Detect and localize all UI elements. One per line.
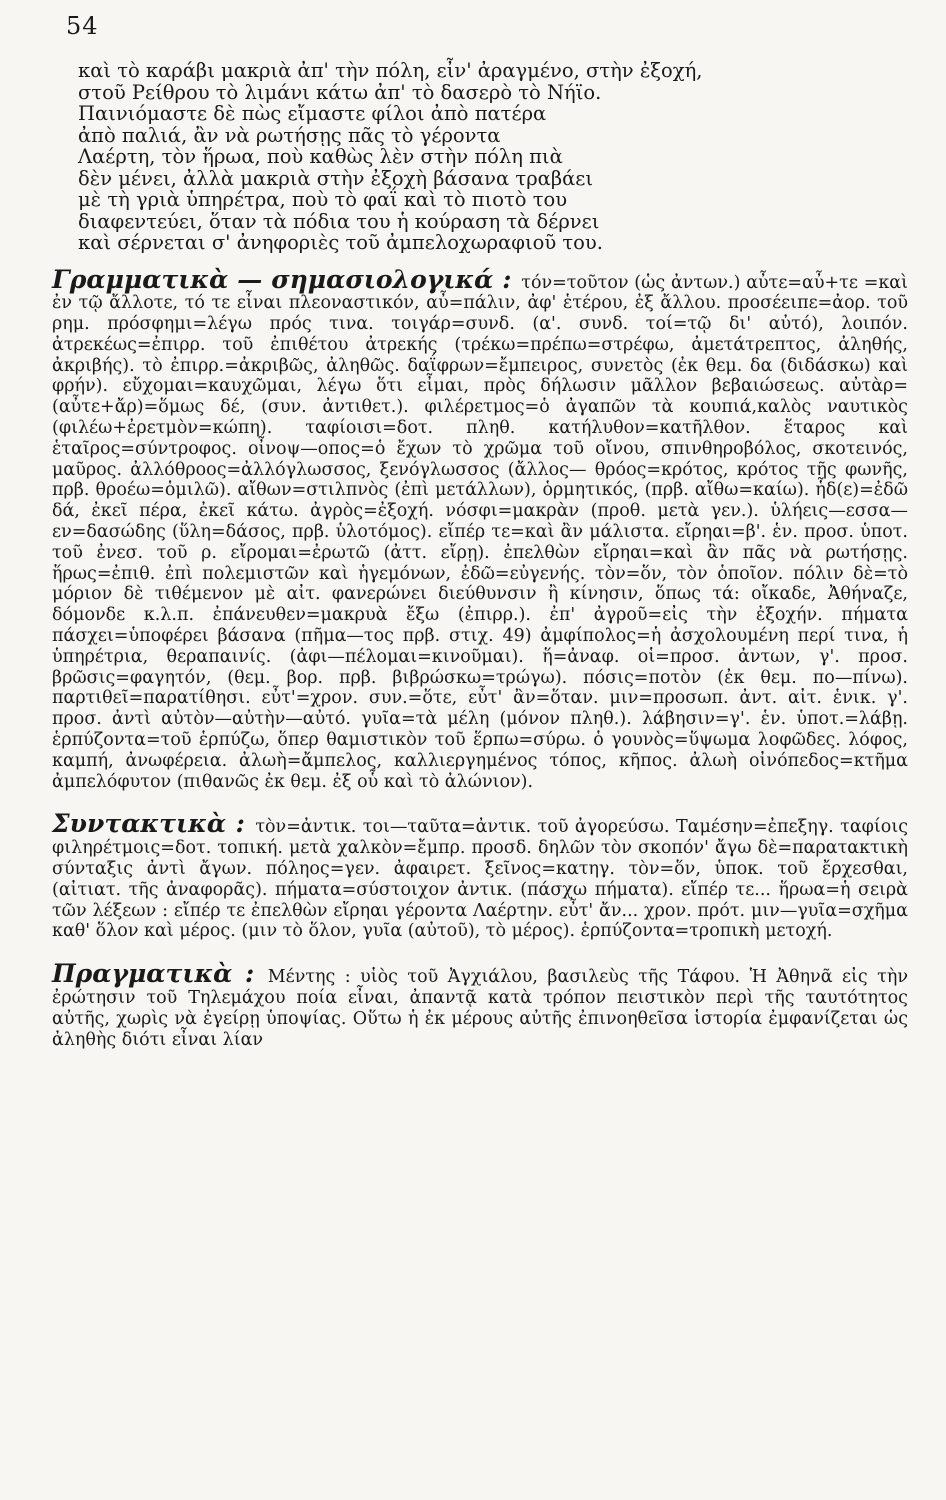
verse-line: στοῦ Ρείθρου τὸ λιμάνι κάτω ἀπ' τὸ δασερὸ τὸ Νήϊο. [78,80,602,104]
grammar-body: τόν=τοῦτον (ὡς ἀντων.) αὖτε=αὖ+τε =καὶ ἐν τῷ ἄλλοτε, τό τε εἶναι πλεοναστικόν, αὖ=πάλιν, ἀφ' ἑτέρου, ἐξ ἄλλου. προσέειπε=ἀορ. τοῦ ρημ. πρόσφημι=λέγω πρός τινα. τοιγάρ=συνδ. (α'. συνδ. τοί=τῷ δι' αὐτό), λοιπόν. ἀτρεκέως=ἐπιρρ. τοῦ ἐπιθέτου ἀτρεκής (τρέκω=πρέπω=στρέφω, ἀμετάτρεπτος, ἀληθής, ἀκριβής). τὸ ἐπιρρ.=ἀκριβῶς, ἀληθῶς. δαΐφρων=ἔμπειρος, συνετὸς (ἐκ θεμ. δα (διδάσκω) καὶ φρήν). εὔχομαι=καυχῶμαι, λέγω ὅτι εἶμαι, πρὸς δήλωσιν μᾶλλον βεβαιώσεως. αὐτὰρ=(αὖτε+ἄρ)=ὅμως δέ, (συν. ἀντιθετ.). φιλέρετμος=ὁ ἀγαπῶν τὰ κουπιά,καλὸς ναυτικὸς (φιλέω+ἐρετμὸν=κώπη). ταφίοισι=δοτ. πληθ. κατήλυθον=κατῆλθον. ἕταρος καὶ ἑταῖρος=σύντροφος. οἶνοψ—οπος=ὁ ἔχων τὸ χρῶμα τοῦ οἴνου, σπινθηροβόλος, σκοτεινός, μαῦρος. ἀλλόθροος=ἀλλόγλωσσος, ξενόγλωσσος (ἄλλος— θρόος=κρότος, κρότος τῆς φωνῆς, πρβ. θροέω=ὁμιλῶ). αἴθων=στιλπνὸς (ἐπὶ μετάλλων), ὁρμητικός, (πρβ. αἴθω=καίω). ἧδ(ε)=ἐδῶ δά, ἐκεῖ πέρα, ἐκεῖ κάτω. ἀγρὸς=ἐξοχή. νόσφι=μακρὰν (προθ. μετὰ γεν.). ὑλήεις—εσσα—εν=δασώδης (ὕλη=δάσος, πρβ. ὑλοτόμος). εἴπέρ τε=καὶ ἂν μάλιστα. εἴρηαι=β'. ἑν. προσ. ὑποτ. τοῦ ἐνεσ. τοῦ ρ. εἴρομαι=ἐρωτῶ (ἀττ. εἴρῃ). ἐπελθὼν εἴρηαι=καὶ ἂν πᾶς νὰ ρωτήσῃς. ἥρως=ἐπιθ. ἐπὶ πολεμιστῶν καὶ ἡγεμόνων, ἐδῶ=εὐγενής. τὸν=ὅν, τὸν ὁποῖον. πόλιν δὲ=τὸ μόριον δὲ τιθέμενον μὲ αἰτ. φανερώνει διεύθυνσιν ἢ κίνησιν, ὅπως τά: οἴκαδε, Ἀθήναζε, δόμονδε κ.λ.π. ἐπάνευθεν=μακρυὰ ἔξω (ἐπιρρ.). ἐπ' ἀγροῦ=εἰς τὴν ἐξοχήν. πήματα πάσχει=ὑποφέρει βάσανα (πῆμα—τος πρβ. στιχ. 49) ἀμφίπολος=ἡ ἀσχολουμένη περί τινα, ἡ ὑπηρέτρια, θεραπαινίς. (ἀφι—πέλομαι=κινοῦμαι). ἥ=ἀναφ. οἱ=προσ. ἀντων, γ'. προσ. βρῶσις=φαγητόν, (θεμ. βορ. πρβ. βιβρώσκω=τρώγω). πόσις=ποτὸν (ἐκ θεμ. πο—πίνω). παρτιθεῖ=παρατίθησι. εὖτ'=χρον. συν.=ὅτε, εὖτ' ἂν=ὅταν. μιν=προσωπ. ἀντ. αἰτ. ἑνικ. γ'. προσ. ἀντὶ αὐτὸν—αὐτὴν—αὐτό. γυῖα=τὰ μέλη (μόνον πληθ.). λάβησιν=γ'. ἑν. ὑποτ.=λάβῃ. ἑρπύζοντα=τοῦ ἑρπύζω, ὅπερ θαμιστικὸν τοῦ ἕρπω=σύρω. ὁ γουνὸς=ὕψωμα λοφῶδες. λόφος, καμπή, ἀνωφέρεια. ἀλωὴ=ἄμπελος, καλλιεργημένος τόπος, κῆπος. ἀλωὴ οἰνόπεδος=κτῆμα ἀμπελόφυτον (πιθανῶς ἐκ θεμ. ἐξ οὗ καὶ τὸ ἀλώνιον). [52,272,908,792]
syntax-section [52,809,908,942]
verse-line: διαφεντεύει, ὅταν τὰ πόδια του ἡ κούραση τὰ δέρνει [78,209,600,233]
realia-section [52,959,908,1050]
syntax-heading: Συντακτικὰ : [52,809,245,839]
verse-line: Παινιόμαστε δὲ πὼς εἴμαστε φίλοι ἀπὸ πατέρα [78,102,547,125]
verse-block [78,60,908,254]
realia-heading: Πραγματικὰ : [52,959,255,989]
realia-body: Μέντης : υἱὸς τοῦ Ἀγχιάλου, βασιλεὺς τῆς Τάφου. Ἡ Ἀθηνᾶ εἰς τὴν ἐρώτησιν τοῦ Τηλεμάχου ποία εἶναι, ἀπαντᾷ κατὰ τρόπον πειστικὸν περὶ τῆς ταυτότητος αὐτῆς, χωρὶς νὰ ἐγείρῃ ὑποψίας. Οὕτω ἡ ἐκ μέρους αὐτῆς ἐπινοηθεῖσα ἱστορία ἐμφανίζεται ὡς ἀληθὴς διότι εἶναι λίαν [52,967,908,1050]
verse-line: καὶ σέρνεται σ' ἀνηφοριὲς τοῦ ἀμπελοχωραφιοῦ του. [78,231,603,254]
verse-line: δὲν μένει, ἀλλὰ μακριὰ στὴν ἐξοχὴ βάσανα τραβάει [78,166,594,190]
page-content [52,60,908,1050]
verse-line: ἀπὸ παλιά, ἂν νὰ ρωτήσῃς πᾶς τὸ γέροντα [78,123,501,147]
verse-line: Λαέρτη, τὸν ἥρωα, ποὺ καθὼς λὲν στὴν πόλη πιὰ [78,145,563,168]
page-number: 54 [66,12,99,40]
grammar-heading: Γραμματικὰ — σημασιολογικά : [52,264,512,294]
verse-line: μὲ τὴ γριὰ ὑπηρέτρα, ποὺ τὸ φαΐ καὶ τὸ πιοτὸ του [78,188,568,211]
syntax-body: τὸν=ἀντικ. τοι—ταῦτα=ἀντικ. τοῦ ἀγορεύσω. Ταμέσην=ἐπεξηγ. ταφίοις φιληρέτμοις=δοτ. τοπική. μετὰ χαλκὸν=ἔμπρ. προσδ. δηλῶν τὸν σκοπόν' ἄγω δὲ=παρατακτικὴ σύνταξις ἀντὶ ἄγων. πόληος=γεν. ἀφαιρετ. ξεῖνος=κατηγ. τὸν=ὅν, ὑποκ. τοῦ ἔρχεσθαι, (αἰτιατ. τῆς ἀναφορᾶς). πήματα=σύστοιχον ἀντικ. (πάσχω πήματα). εἴπέρ τε... ἥρωα=ἡ σειρὰ τῶν λέξεων : εἴπέρ τε ἐπελθὼν εἴρηαι γέροντα Λαέρτην. εὖτ' ἄν... χρον. πρότ. μιν—γυῖα=σχῆμα καθ' ὅλον καὶ μέρος. (μιν τὸ ὅλον, γυῖα (αὐτοῦ), τὸ μέρος). ἑρπύζοντα=τροπικὴ μετοχή. [52,817,908,942]
verse-line: καὶ τὸ καράβι μακριὰ ἀπ' τὴν πόλη, εἶν' ἀραγμένο, στὴν ἐξοχή, [78,59,703,82]
grammar-section [52,264,908,793]
